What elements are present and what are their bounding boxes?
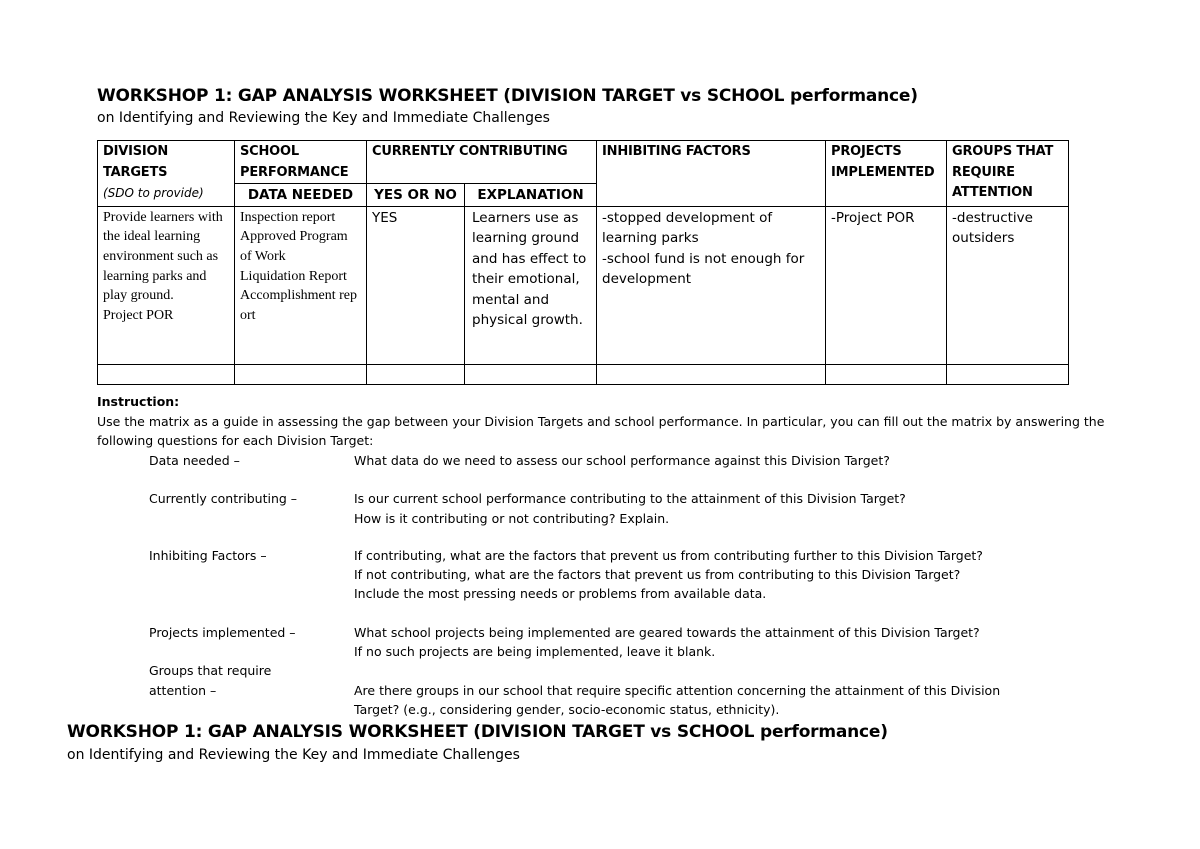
table-row-empty xyxy=(98,364,1069,384)
inhibiting-factor-item: -stopped development of learning parks xyxy=(602,209,773,246)
projects-implemented-label: PROJECTS IMPLEMENTED xyxy=(831,144,935,180)
header-currently-contributing xyxy=(367,141,597,184)
instruction-intro: Use the matrix as a guide in assessing the gap between your Division Targets and school performance. In particular, you can fill out the matrix by answering the following questions for each Division Target: xyxy=(97,413,1105,448)
instruction-heading: Instruction: xyxy=(97,394,180,409)
header-yes-or-no: YES OR NO xyxy=(367,184,465,207)
table-row xyxy=(98,206,1069,364)
school-performance-label: SCHOOL PERFORMANCE xyxy=(240,144,349,180)
groups-attention-label: GROUPS THAT REQUIRE ATTENTION xyxy=(952,144,1054,200)
data-needed-item: Accomplishment report xyxy=(240,288,358,324)
data-needed-item: Approved Program of Work xyxy=(240,229,348,264)
cell-explanation: Learners use as learning ground and has effect to their emotional, mental and physical growth. xyxy=(465,206,597,364)
question-text: Target? (e.g., considering gender, socio-economic status, ethnicity). xyxy=(354,702,780,717)
cell-inhibiting-factors xyxy=(597,206,826,364)
empty-cell xyxy=(98,364,235,384)
table-header-row xyxy=(98,141,1069,184)
sdo-note: (SDO to provide) xyxy=(103,186,204,200)
question-text: Are there groups in our school that require specific attention concerning the attainment of this Division xyxy=(354,683,1001,698)
cell-yes-or-no: YES xyxy=(367,206,465,364)
data-needed-item: Inspection report xyxy=(240,209,336,225)
question-text: If not contributing, what are the factors that prevent us from contributing to this Division Target? xyxy=(354,567,961,582)
gap-analysis-table xyxy=(97,140,1069,385)
empty-cell xyxy=(947,364,1069,384)
header-inhibiting-factors xyxy=(597,141,826,207)
data-needed-item: Liquidation Report xyxy=(240,268,347,284)
page-title-repeat: WORKSHOP 1: GAP ANALYSIS WORKSHEET (DIVISION TARGET vs SCHOOL performance) xyxy=(67,722,888,742)
question-label-data-needed: Data needed – xyxy=(149,453,240,468)
empty-cell xyxy=(367,364,465,384)
question-label-groups-line1: Groups that require xyxy=(149,663,272,678)
page-title: WORKSHOP 1: GAP ANALYSIS WORKSHEET (DIVISION TARGET vs SCHOOL performance) xyxy=(97,86,918,106)
cell-division-target xyxy=(98,206,235,364)
currently-contributing-label: CURRENTLY CONTRIBUTING xyxy=(372,144,568,159)
question-text: What data do we need to assess our school performance against this Division Target? xyxy=(354,453,890,468)
page-subtitle: on Identifying and Reviewing the Key and Immediate Challenges xyxy=(97,110,550,126)
inhibiting-factors-label: INHIBITING FACTORS xyxy=(602,144,751,159)
question-text: How is it contributing or not contributing? Explain. xyxy=(354,511,670,526)
header-data-needed: DATA NEEDED xyxy=(235,184,367,207)
question-text: Is our current school performance contributing to the attainment of this Division Target? xyxy=(354,491,906,506)
empty-cell xyxy=(597,364,826,384)
division-target-text: Provide learners with the ideal learning environment such as learning parks and play ground. xyxy=(103,209,223,304)
question-label-inhibiting-factors: Inhibiting Factors – xyxy=(149,548,267,563)
question-label-groups-line2: attention – xyxy=(149,683,217,698)
cell-data-needed xyxy=(235,206,367,364)
page-subtitle-repeat: on Identifying and Reviewing the Key and Immediate Challenges xyxy=(67,747,520,763)
division-target-project: Project POR xyxy=(103,308,174,324)
header-groups-attention xyxy=(947,141,1069,207)
empty-cell xyxy=(235,364,367,384)
header-explanation: EXPLANATION xyxy=(465,184,597,207)
question-label-currently-contributing: Currently contributing – xyxy=(149,491,298,506)
cell-projects-implemented: -Project POR xyxy=(826,206,947,364)
question-text: If contributing, what are the factors that prevent us from contributing further to this Division Target? xyxy=(354,548,983,563)
question-text: What school projects being implemented are geared towards the attainment of this Division Target? xyxy=(354,625,980,640)
header-school-performance xyxy=(235,141,367,184)
division-targets-label: DIVISION TARGETS xyxy=(103,144,169,180)
inhibiting-factor-item: -school fund is not enough for development xyxy=(602,250,805,287)
empty-cell xyxy=(465,364,597,384)
empty-cell xyxy=(826,364,947,384)
question-text: If no such projects are being implemented, leave it blank. xyxy=(354,644,716,659)
instruction-block xyxy=(97,392,1107,451)
question-label-projects-implemented: Projects implemented – xyxy=(149,625,296,640)
cell-groups-attention: -destructive outsiders xyxy=(947,206,1069,364)
header-division-targets xyxy=(98,141,235,207)
question-text: Include the most pressing needs or problems from available data. xyxy=(354,586,767,601)
header-projects-implemented xyxy=(826,141,947,207)
